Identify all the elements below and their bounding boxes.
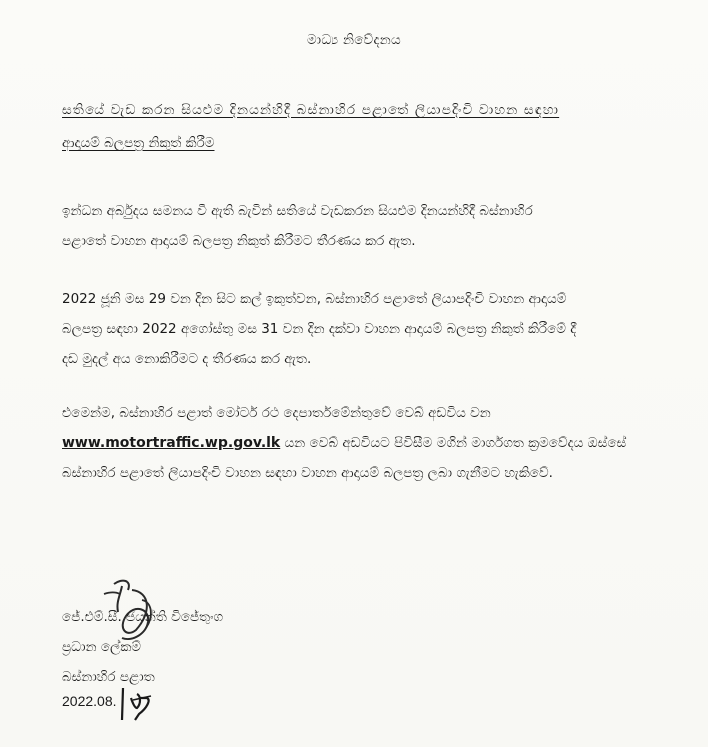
paragraph-3-text: යන වෙබ් අඩවියට පිවිසීම මගින් මාර්ගගත ක්‍රමවේදය ඔස්සේ: [280, 435, 627, 451]
document-date: 2022.08.: [62, 693, 117, 709]
page-title: මාධ්‍ය නිවේදනය: [306, 32, 402, 48]
signatory-name: ජේ.එම්.සී. ජයන්ති විජේතුංග: [62, 609, 224, 625]
paragraph-3-line: [62, 428, 662, 458]
subject-line-1: සතියේ වැඩ කරන සියළුම දිනයන්හිදී බස්නාහිර පළාතේ ලියාපදිංචි වාහන සඳහා: [62, 102, 560, 118]
handwritten-date-initials: [117, 684, 161, 724]
paragraph-2-line: 2022 ජූනි මස 29 වන දින සිට කල් ඉකුත්වන, බස්නාහිර පළාතේ ලියාපදිංචි වාහන ආදායම්: [62, 291, 567, 307]
paragraph-3-line: බස්නාහිර පළාතේ ලියාපදිංචි වාහන සඳහා වාහන ආදායම් බලපත්‍ර ලබා ගැනීමට හැකිවේ.: [62, 465, 553, 481]
paragraph-1: [62, 196, 662, 256]
signatory-office: බස්නාහිර පළාත: [62, 669, 155, 685]
paragraph-2-line: දඩ මුදල් අය නොකිරීමට ද තීරණය කර ඇත.: [62, 351, 312, 367]
paragraph-1-line: පළාතේ වාහන ආදායම් බලපත්‍ර නිකුත් කිරීමට තීරණය කර ඇත.: [62, 233, 416, 249]
signatory-block: [62, 602, 223, 692]
paragraph-3-line: එමෙන්ම, බස්නාහිර පළාත් මෝටර් රථ දෙපාර්තමේන්තුවේ වෙබ් අඩවිය වන: [62, 405, 491, 421]
subject-line-2: ආදායම් බලපත්‍ර නිකුත් කිරීම: [62, 135, 215, 151]
paragraph-3: [62, 398, 662, 488]
website-link[interactable]: www.motortraffic.wp.gov.lk: [62, 435, 281, 451]
paragraph-1-line: ඉන්ධන අර්බුදය සමනය වී ඇති බැවින් සතියේ වැඩකරන සියළුම දිනයන්හිදී බස්නාහිර: [62, 203, 533, 219]
paragraph-2-line: බලපත්‍ර සඳහා 2022 අගෝස්තු මස 31 වන දින දක්වා වාහන ආදායම් බලපත්‍ර නිකුත් කිරීමේ දී: [62, 321, 577, 337]
signatory-designation: ප්‍රධාන ලේකම්: [62, 639, 142, 655]
paragraph-2: [62, 284, 662, 374]
